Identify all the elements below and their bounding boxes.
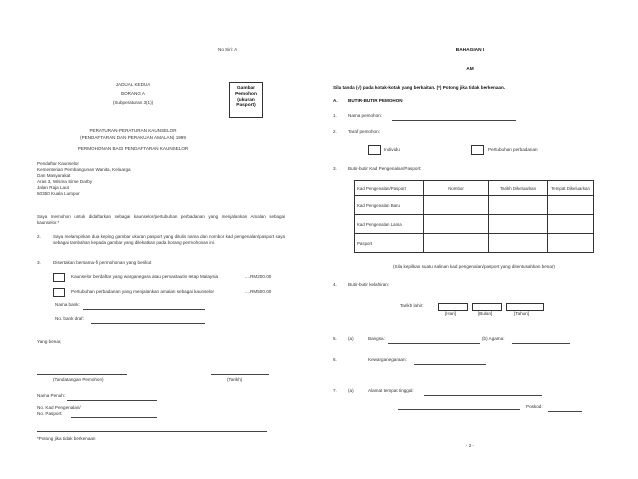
date-line[interactable] <box>211 374 269 375</box>
q4-number: 4. <box>333 282 337 287</box>
fee-kaunselor-label: Kaunselor berdaftar yang warganegara atau pemastautin tetap Malaysia <box>71 274 219 279</box>
table-cell-input[interactable] <box>424 196 489 215</box>
address-line-4: Aras 3, Wisma Sime Darby <box>37 179 93 184</box>
alamat-label: Alamat tempat tinggal: <box>368 388 414 393</box>
footnote: *Potong jika tidak berkenaan <box>37 436 96 441</box>
address-line-1: Pendaftar Kaunselor <box>37 161 79 166</box>
pertubuhan-label: Pertubuhan perbadanan <box>488 147 538 152</box>
address-line-2: Kementerian Pembangunan Wanita, Keluarga <box>37 167 131 172</box>
table-cell-input[interactable] <box>489 215 548 234</box>
bank-draft-label: No. bank draf: <box>55 316 84 321</box>
ic-passport-line[interactable] <box>71 417 157 418</box>
alamat-line-1[interactable] <box>424 395 542 396</box>
form-page-1 <box>33 30 312 450</box>
jadual-heading: JADUAL KEDUA <box>115 82 151 87</box>
date-label: (Tarikh) <box>227 377 243 382</box>
full-name-line[interactable] <box>67 400 157 401</box>
warganegara-label: Kewarganegaraan: <box>368 357 407 362</box>
passport-photo-box[interactable] <box>229 82 263 118</box>
table-header: Tarikh Dikeluarkan <box>489 181 548 196</box>
table-cell-input[interactable] <box>548 234 594 253</box>
pertubuhan-checkbox[interactable] <box>471 145 484 155</box>
table-header: Kad Pengenalan/Pasport <box>355 181 424 196</box>
q3-label: Butir-butir Kad Pengenalan/Pasport: <box>348 166 422 171</box>
bahagian-heading: BAHAGIAN I <box>455 48 485 53</box>
footnote-divider <box>37 431 267 432</box>
section-a-title: BUTIR-BUTIR PEMOHON <box>348 98 403 103</box>
q3-number: 3. <box>333 166 337 171</box>
table-header: Nombor <box>424 181 489 196</box>
photo-line-1: Gambar <box>236 86 256 91</box>
page-number: - 2 - <box>465 443 475 448</box>
dob-day-input[interactable] <box>438 303 468 311</box>
table-header: Tempat Dikeluarkan <box>548 181 594 196</box>
signature-line[interactable] <box>37 374 127 375</box>
q7a-marker: (a) <box>348 388 354 393</box>
warganegara-line[interactable] <box>414 364 486 365</box>
table-cell-input[interactable] <box>489 196 548 215</box>
peraturan-title: PERATURAN-PERATURAN KAUNSELOR <box>89 128 177 133</box>
q7-number: 7. <box>333 388 337 393</box>
dob-label: Tarikh lahir: <box>400 303 424 308</box>
instruction-text: Sila tanda (√) pada kotak-kotak yang berkaitan. (*) Potong jika tidak berkenaan. <box>333 85 506 90</box>
section-a-letter: A. <box>333 98 338 103</box>
table-cell-input[interactable] <box>424 234 489 253</box>
table-cell-input[interactable] <box>548 215 594 234</box>
q4-label: Butir-butir kelahiran: <box>348 282 390 287</box>
table-header-row <box>355 181 594 196</box>
pindaan-title: (PENDAFTARAN DAN PERAKUAN AMALAN) 1999 <box>80 135 186 140</box>
dob-year-label: [Tahun] <box>514 311 530 316</box>
bank-name-label: Nama bank: <box>55 302 80 307</box>
address-line-6: 50350 Kuala Lumpur <box>37 191 80 196</box>
photo-line-4: Pasport) <box>236 103 256 109</box>
signature-label: (Tandatangan Pemohon) <box>53 377 104 382</box>
photo-line-2: Pemohon <box>235 91 257 97</box>
bank-name-line[interactable] <box>83 309 205 310</box>
fee-kaunselor-checkbox[interactable] <box>53 273 65 282</box>
table-cell-input[interactable] <box>548 196 594 215</box>
agama-line[interactable] <box>512 343 570 344</box>
bangsa-label: Bangsa: <box>368 336 385 341</box>
borang-heading: BORANG A <box>121 91 145 96</box>
passport-label: No. Pasport: <box>37 411 63 416</box>
dob-month-label: [Bulan] <box>478 311 493 316</box>
am-heading: AM <box>466 67 474 72</box>
q5a-marker: (a) <box>348 336 354 341</box>
alamat-line-2[interactable] <box>398 409 520 410</box>
address-line-3: Dan Masyarakat <box>37 173 71 178</box>
poskod-line[interactable] <box>548 411 582 412</box>
applicant-name-line[interactable] <box>392 120 516 121</box>
subperaturan-label: (Subperaturan 3(1)) <box>112 100 154 105</box>
row-label: Kad Pengenalan Lama <box>355 215 424 234</box>
row-label: Pasport <box>355 234 424 253</box>
table-row <box>355 215 594 234</box>
address-line-5: Jalan Raja Laut <box>37 185 69 190</box>
individu-label: Individu <box>384 147 400 152</box>
fee-pertubuhan-label: Pertubuhan perbadanan yang menjalankan amalan sebagai kaunselor <box>71 289 215 294</box>
fee-kaunselor-amount: ....RM200.00 <box>245 274 272 279</box>
bank-draft-line[interactable] <box>91 323 205 324</box>
paragraph-2-number: 2. <box>37 234 41 239</box>
q1-label: Nama pemohon: <box>348 113 382 118</box>
photo-line-3: (ukuran <box>237 97 255 103</box>
paragraph-2: Saya melampirkan dua keping gambar ukuran pasport yang ditulis nama dan nombor kad pengenalan/pasport saya sebagai tambahan kepada gambar yang dilekatkan pada borang permohonan ini. <box>53 234 285 245</box>
table-note: (Sila kepilkan suatu salinan kad pengenalan/pasport yang ditentusahkan benar) <box>393 264 555 269</box>
q1-number: 1. <box>333 113 337 118</box>
q2-label: Taraf pemohon: <box>348 129 380 134</box>
individu-checkbox[interactable] <box>368 145 381 155</box>
fee-pertubuhan-checkbox[interactable] <box>53 288 65 297</box>
table-cell-input[interactable] <box>489 234 548 253</box>
dob-day-label: [Hari] <box>445 311 456 316</box>
agama-label: (b) Agama: <box>482 336 505 341</box>
dob-month-input[interactable] <box>472 303 502 311</box>
form-page-2 <box>330 30 609 450</box>
fee-pertubuhan-amount: ....RM500.00 <box>245 289 272 294</box>
ic-label: No. Kad Pengenalan/ <box>37 405 81 410</box>
full-name-label: Nama Penuh: <box>37 393 66 398</box>
paragraph-3: Disertakan bersama-fi permohonan yang berikut <box>53 260 152 265</box>
row-label: Kad Pengenalan Baru <box>355 196 424 215</box>
id-details-table <box>354 180 594 253</box>
serial-number: No Siri: A <box>218 47 238 52</box>
table-row <box>355 234 594 253</box>
paragraph-1: Saya memohon untuk didaftarkan sebagai kaunselor/pertubuhan perbadanan yang menjalankan Amalan sebagai kaunselor.* <box>37 214 285 225</box>
table-cell-input[interactable] <box>424 215 489 234</box>
dob-year-input[interactable] <box>506 303 544 311</box>
yang-benar: Yang benar, <box>37 339 62 344</box>
q6-number: 6. <box>333 357 337 362</box>
paragraph-3-number: 3. <box>37 260 41 265</box>
table-row <box>355 196 594 215</box>
q5-number: 5. <box>333 336 337 341</box>
permohonan-title: PERMOHONAN BAGI PENDAFTARAN KAUNSELOR <box>77 146 189 151</box>
q2-number: 2. <box>333 129 337 134</box>
poskod-label: Poskod: <box>526 404 543 409</box>
bangsa-line[interactable] <box>388 343 480 344</box>
